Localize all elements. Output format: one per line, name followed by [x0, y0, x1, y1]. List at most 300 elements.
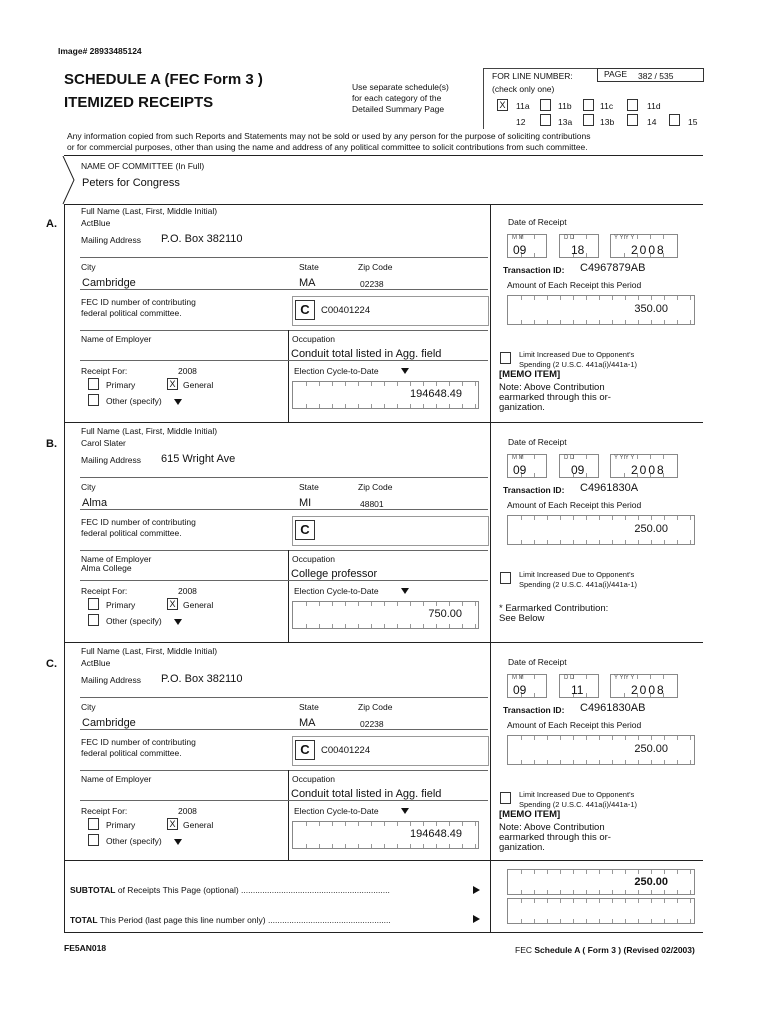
comb-tick	[586, 760, 587, 764]
state-label: State	[299, 702, 319, 712]
line-11d-checkbox[interactable]	[627, 99, 638, 111]
footer-prefix: FEC	[515, 945, 535, 955]
committee-bracket	[62, 156, 76, 206]
comb-tick	[677, 516, 678, 520]
entry-left-rule	[64, 422, 65, 642]
comb-tick	[397, 822, 398, 826]
comb-tick	[306, 624, 307, 628]
comb-tick	[560, 899, 561, 903]
comb-tick	[423, 404, 424, 408]
comb-tick	[534, 516, 535, 520]
year-value: 2008	[631, 243, 666, 257]
amount-label: Amount of Each Receipt this Period	[507, 500, 642, 510]
fec-id-label-1: FEC ID number of contributing	[81, 297, 196, 307]
occupation-value: Conduit total listed in Agg. field	[291, 348, 442, 360]
comb-tick	[521, 760, 522, 764]
memo-line-2: earmarked through this or-	[499, 392, 611, 403]
city-label: City	[81, 482, 96, 492]
comb-tick	[462, 822, 463, 826]
committee-bottom-rule	[64, 204, 703, 205]
entry-bottom-rule	[64, 422, 703, 423]
transaction-id-value: C4961830AB	[580, 702, 646, 714]
amount-value: 250.00	[634, 523, 668, 535]
comb-tick	[410, 624, 411, 628]
entry-bottom-rule	[64, 642, 703, 643]
comb-tick	[436, 602, 437, 606]
city-label: City	[81, 702, 96, 712]
comb-tick	[384, 624, 385, 628]
comb-tick	[651, 516, 652, 520]
comb-tick	[638, 899, 639, 903]
zip-value: 02238	[360, 719, 384, 729]
comb-tick	[651, 540, 652, 544]
comb-tick	[664, 516, 665, 520]
comb-tick	[612, 760, 613, 764]
comb-tick	[345, 822, 346, 826]
comb-tick	[599, 870, 600, 874]
comb-tick	[612, 296, 613, 300]
comb-tick	[423, 822, 424, 826]
itemized-receipts-title: ITEMIZED RECEIPTS	[64, 94, 214, 111]
comb-tick	[462, 624, 463, 628]
comb-tick	[521, 919, 522, 923]
comb-tick	[534, 919, 535, 923]
comb-tick	[547, 296, 548, 300]
comb-tick	[436, 822, 437, 826]
comb-tick	[625, 736, 626, 740]
comb-tick	[625, 540, 626, 544]
comb-tick	[449, 624, 450, 628]
date-of-receipt-label: Date of Receipt	[508, 437, 567, 447]
primary-checkbox[interactable]	[88, 598, 99, 610]
comb-tick	[384, 822, 385, 826]
comb-tick	[547, 516, 548, 520]
form-code: FE5AN018	[64, 943, 107, 953]
comb-tick	[690, 296, 691, 300]
comb-tick	[599, 899, 600, 903]
comb-tick	[586, 693, 587, 697]
election-cycle-dropdown-icon[interactable]	[401, 808, 409, 814]
yyyy-hint: Y Y Y Y	[614, 235, 635, 241]
comb-tick	[319, 602, 320, 606]
comb-tick	[690, 870, 691, 874]
fec-id-label-1: FEC ID number of contributing	[81, 737, 196, 747]
comb-tick	[638, 296, 639, 300]
line-14-checkbox[interactable]	[669, 114, 680, 126]
comb-tick	[690, 919, 691, 923]
receipt-year: 2008	[178, 586, 197, 596]
comb-tick	[521, 516, 522, 520]
comb-tick	[651, 890, 652, 894]
comb-tick	[475, 844, 476, 848]
comb-tick	[449, 602, 450, 606]
line-11b-checkbox[interactable]	[540, 99, 551, 111]
comb-tick	[560, 296, 561, 300]
comb-tick	[677, 899, 678, 903]
comb-tick	[624, 253, 625, 257]
comb-tick	[690, 320, 691, 324]
c-prefix-box: C	[295, 300, 315, 320]
check-only-one: (check only one)	[492, 84, 555, 94]
total-label	[70, 915, 391, 925]
primary-label: Primary	[106, 600, 136, 610]
general-checkbox[interactable]: X	[167, 378, 178, 390]
comb-tick	[586, 473, 587, 477]
line-15-label: 15	[688, 117, 698, 127]
primary-label: Primary	[106, 820, 136, 830]
primary-checkbox[interactable]	[88, 818, 99, 830]
comb-tick	[586, 455, 587, 459]
other-dropdown-icon[interactable]	[174, 399, 182, 405]
image-id: Image# 28933485124	[58, 46, 142, 56]
comb-tick	[573, 919, 574, 923]
occupation-rule	[80, 580, 488, 581]
fec-id-value: C00401224	[321, 305, 371, 316]
employer-label: Name of Employer	[81, 334, 152, 344]
comb-tick	[534, 235, 535, 239]
comb-tick	[345, 382, 346, 386]
comb-tick	[358, 844, 359, 848]
zip-value: 02238	[360, 279, 384, 289]
comb-tick	[534, 899, 535, 903]
comb-tick	[319, 624, 320, 628]
comb-tick	[345, 844, 346, 848]
comb-tick	[371, 404, 372, 408]
comb-tick	[664, 870, 665, 874]
right-column-divider	[490, 642, 491, 860]
state-value: MI	[299, 497, 312, 509]
comb-tick	[306, 602, 307, 606]
mailing-address: P.O. Box 382110	[161, 673, 243, 685]
footer-schedule: Schedule A ( Form 3 )	[534, 945, 622, 955]
comb-tick	[345, 404, 346, 408]
comb-tick	[560, 540, 561, 544]
comb-tick	[449, 404, 450, 408]
cycle-to-date-value: 194648.49	[410, 388, 462, 400]
other-checkbox[interactable]	[88, 834, 99, 846]
comb-tick	[573, 890, 574, 894]
occupation-label: Occupation	[292, 554, 335, 564]
comb-tick	[573, 899, 574, 903]
day-value: 11	[571, 683, 584, 697]
address-rule	[80, 257, 488, 258]
comb-tick	[573, 296, 574, 300]
comb-tick	[612, 870, 613, 874]
dd-hint: D D	[564, 675, 575, 681]
mailing-address-label: Mailing Address	[81, 675, 142, 685]
general-label: General	[183, 380, 214, 390]
comb-tick	[663, 235, 664, 239]
line-11a-checkbox[interactable]: X	[497, 99, 508, 111]
comb-tick	[319, 404, 320, 408]
city-rule	[80, 729, 488, 730]
comb-tick	[547, 890, 548, 894]
comb-tick	[358, 404, 359, 408]
entry-bottom-rule	[64, 860, 703, 861]
line-13b-label: 13b	[600, 117, 615, 127]
employer-value: Alma College	[81, 563, 132, 573]
notice-line-2: or for commercial purposes, other than using the name and address of any political committee to solicit contributions from such committee.	[67, 142, 588, 152]
fec-rule	[80, 330, 488, 331]
comb-tick	[586, 235, 587, 239]
comb-tick	[663, 455, 664, 459]
comb-tick	[534, 890, 535, 894]
comb-tick	[612, 899, 613, 903]
yyyy-hint: Y Y Y Y	[614, 675, 635, 681]
state-value: MA	[299, 717, 316, 729]
total-label-bold: TOTAL	[70, 915, 98, 925]
full-name-label: Full Name (Last, First, Middle Initial)	[81, 426, 218, 436]
zip-label: Zip Code	[358, 482, 393, 492]
line-number-label: FOR LINE NUMBER:	[492, 71, 573, 81]
c-prefix-box: C	[295, 740, 315, 760]
comb-tick	[306, 822, 307, 826]
comb-tick	[332, 382, 333, 386]
city-label: City	[81, 262, 96, 272]
contributor-name: ActBlue	[81, 658, 111, 668]
subtotal-label	[70, 885, 390, 895]
comb-tick	[638, 870, 639, 874]
comb-tick	[436, 382, 437, 386]
comb-tick	[625, 899, 626, 903]
separate-line-1: Use separate schedule(s)	[352, 82, 449, 92]
entry-letter: B.	[46, 438, 57, 450]
fec-id-label-1: FEC ID number of contributing	[81, 517, 196, 527]
zip-value: 48801	[360, 499, 384, 509]
comb-tick	[664, 760, 665, 764]
comb-tick	[690, 516, 691, 520]
election-cycle-label: Election Cycle-to-Date	[294, 806, 379, 816]
fec-id-label-2: federal political committee.	[81, 528, 182, 538]
line-11c-label: 11c	[600, 101, 614, 111]
comb-tick	[332, 822, 333, 826]
comb-tick	[599, 760, 600, 764]
comb-tick	[358, 822, 359, 826]
full-name-label: Full Name (Last, First, Middle Initial)	[81, 646, 218, 656]
comb-tick	[638, 760, 639, 764]
election-cycle-dropdown-icon[interactable]	[401, 588, 409, 594]
comb-tick	[410, 844, 411, 848]
mm-hint: M M	[512, 235, 524, 241]
comb-tick	[475, 602, 476, 606]
comb-tick	[384, 602, 385, 606]
other-dropdown-icon[interactable]	[174, 839, 182, 845]
comb-tick	[436, 404, 437, 408]
line-11b-label: 11b	[558, 101, 572, 111]
occupation-rule	[80, 360, 488, 361]
comb-tick	[534, 540, 535, 544]
address-rule	[80, 697, 488, 698]
page-label: PAGE	[604, 69, 627, 79]
comb-tick	[677, 296, 678, 300]
contributor-name: ActBlue	[81, 218, 111, 228]
comb-tick	[345, 624, 346, 628]
comb-tick	[534, 736, 535, 740]
comb-tick	[319, 844, 320, 848]
general-checkbox[interactable]: X	[167, 598, 178, 610]
employer-label: Name of Employer	[81, 554, 152, 564]
notice-line-1: Any information copied from such Reports and Statements may not be sold or used by any person for the purpose of soliciting contributions	[67, 131, 591, 141]
limit-label-2: Spending (2 U.S.C. 441a(i)/441a-1)	[519, 580, 637, 589]
comb-tick	[306, 404, 307, 408]
limit-label-2: Spending (2 U.S.C. 441a(i)/441a-1)	[519, 800, 637, 809]
fec-rule	[80, 770, 488, 771]
comb-tick	[599, 540, 600, 544]
occupation-label: Occupation	[292, 774, 335, 784]
comb-tick	[638, 320, 639, 324]
comb-tick	[560, 516, 561, 520]
city-value: Cambridge	[82, 277, 136, 289]
comb-tick	[599, 516, 600, 520]
comb-tick	[397, 602, 398, 606]
comb-tick	[521, 320, 522, 324]
subtotal-label-bold: SUBTOTAL	[70, 885, 116, 895]
comb-tick	[371, 602, 372, 606]
comb-tick	[358, 382, 359, 386]
comb-tick	[677, 919, 678, 923]
comb-tick	[586, 320, 587, 324]
city-value: Cambridge	[82, 717, 136, 729]
comb-tick	[637, 455, 638, 459]
mm-hint: M M	[512, 455, 524, 461]
comb-tick	[690, 890, 691, 894]
separate-line-2: for each category of the	[352, 93, 442, 103]
comb-tick	[612, 540, 613, 544]
occupation-value: College professor	[291, 568, 378, 580]
comb-tick	[384, 844, 385, 848]
comb-tick	[599, 736, 600, 740]
month-value: 09	[513, 683, 527, 697]
committee-name: Peters for Congress	[82, 177, 180, 189]
entry-letter: C.	[46, 658, 57, 670]
other-label: Other (specify)	[106, 616, 162, 626]
comb-tick	[612, 516, 613, 520]
comb-tick	[332, 844, 333, 848]
comb-tick	[573, 760, 574, 764]
comb-tick	[521, 540, 522, 544]
transaction-id-label: Transaction ID:	[503, 265, 565, 275]
comb-tick	[560, 870, 561, 874]
comb-tick	[521, 736, 522, 740]
limit-increased-checkbox[interactable]	[500, 352, 511, 364]
mailing-address-label: Mailing Address	[81, 455, 142, 465]
subtotal-value: 250.00	[634, 876, 668, 888]
zip-label: Zip Code	[358, 262, 393, 272]
form-footer-right	[515, 945, 695, 955]
comb-tick	[664, 899, 665, 903]
c-prefix-box: C	[295, 520, 315, 540]
line-13b-checkbox[interactable]	[627, 114, 638, 126]
comb-tick	[637, 675, 638, 679]
entry-left-rule	[64, 642, 65, 860]
comb-tick	[384, 382, 385, 386]
occupation-label: Occupation	[292, 334, 335, 344]
committee-top-rule	[64, 155, 703, 156]
transaction-id-label: Transaction ID:	[503, 485, 565, 495]
comb-tick	[650, 455, 651, 459]
comb-tick	[534, 455, 535, 459]
comb-tick	[651, 760, 652, 764]
other-checkbox[interactable]	[88, 394, 99, 406]
comb-tick	[306, 844, 307, 848]
limit-increased-checkbox[interactable]	[500, 792, 511, 804]
comb-tick	[560, 760, 561, 764]
date-of-receipt-label: Date of Receipt	[508, 657, 567, 667]
employer-label: Name of Employer	[81, 774, 152, 784]
comb-tick	[547, 919, 548, 923]
line-11c-checkbox[interactable]	[583, 99, 594, 111]
comb-tick	[625, 760, 626, 764]
limit-increased-checkbox[interactable]	[500, 572, 511, 584]
comb-tick	[547, 320, 548, 324]
comb-tick	[534, 296, 535, 300]
comb-tick	[534, 253, 535, 257]
memo-line-1: Note: Above Contribution	[499, 382, 605, 393]
comb-tick	[664, 890, 665, 894]
comb-tick	[586, 870, 587, 874]
fec-id-label-2: federal political committee.	[81, 748, 182, 758]
comb-tick	[371, 624, 372, 628]
subtotal-arrow-icon	[473, 886, 480, 894]
line-13a-checkbox[interactable]	[583, 114, 594, 126]
state-label: State	[299, 482, 319, 492]
election-cycle-dropdown-icon[interactable]	[401, 368, 409, 374]
comb-tick	[573, 870, 574, 874]
comb-tick	[625, 296, 626, 300]
city-rule	[80, 509, 488, 510]
totals-bottom-rule	[64, 932, 703, 933]
mailing-address: P.O. Box 382110	[161, 233, 243, 245]
comb-tick	[651, 320, 652, 324]
yyyy-hint: Y Y Y Y	[614, 455, 635, 461]
comb-tick	[573, 736, 574, 740]
comb-tick	[651, 899, 652, 903]
employer-divider	[288, 330, 289, 422]
comb-tick	[625, 919, 626, 923]
primary-checkbox[interactable]	[88, 378, 99, 390]
comb-tick	[586, 296, 587, 300]
comb-tick	[625, 320, 626, 324]
comb-tick	[319, 382, 320, 386]
election-cycle-label: Election Cycle-to-Date	[294, 586, 379, 596]
year-value: 2008	[631, 463, 666, 477]
comb-tick	[384, 404, 385, 408]
employer-divider	[288, 770, 289, 860]
comb-tick	[663, 675, 664, 679]
footer-revised: (Revised 02/2003)	[621, 945, 695, 955]
mailing-address-label: Mailing Address	[81, 235, 142, 245]
amount-value: 250.00	[634, 743, 668, 755]
mm-hint: M M	[512, 675, 524, 681]
comb-tick	[573, 540, 574, 544]
total-field[interactable]	[507, 898, 695, 924]
line-12-checkbox[interactable]	[540, 114, 551, 126]
entry-letter: A.	[46, 218, 57, 230]
general-checkbox[interactable]: X	[167, 818, 178, 830]
comb-tick	[560, 320, 561, 324]
transaction-id-value: C4967879AB	[580, 262, 646, 274]
receipt-for-label: Receipt For:	[81, 586, 128, 596]
total-label-rest: This Period (last page this line number only) ....................................................	[97, 915, 391, 925]
other-dropdown-icon[interactable]	[174, 619, 182, 625]
comb-tick	[677, 736, 678, 740]
amount-label: Amount of Each Receipt this Period	[507, 280, 642, 290]
cycle-to-date-value: 750.00	[428, 608, 462, 620]
other-checkbox[interactable]	[88, 614, 99, 626]
fec-id-field[interactable]	[292, 516, 489, 546]
comb-tick	[612, 919, 613, 923]
comb-tick	[586, 890, 587, 894]
